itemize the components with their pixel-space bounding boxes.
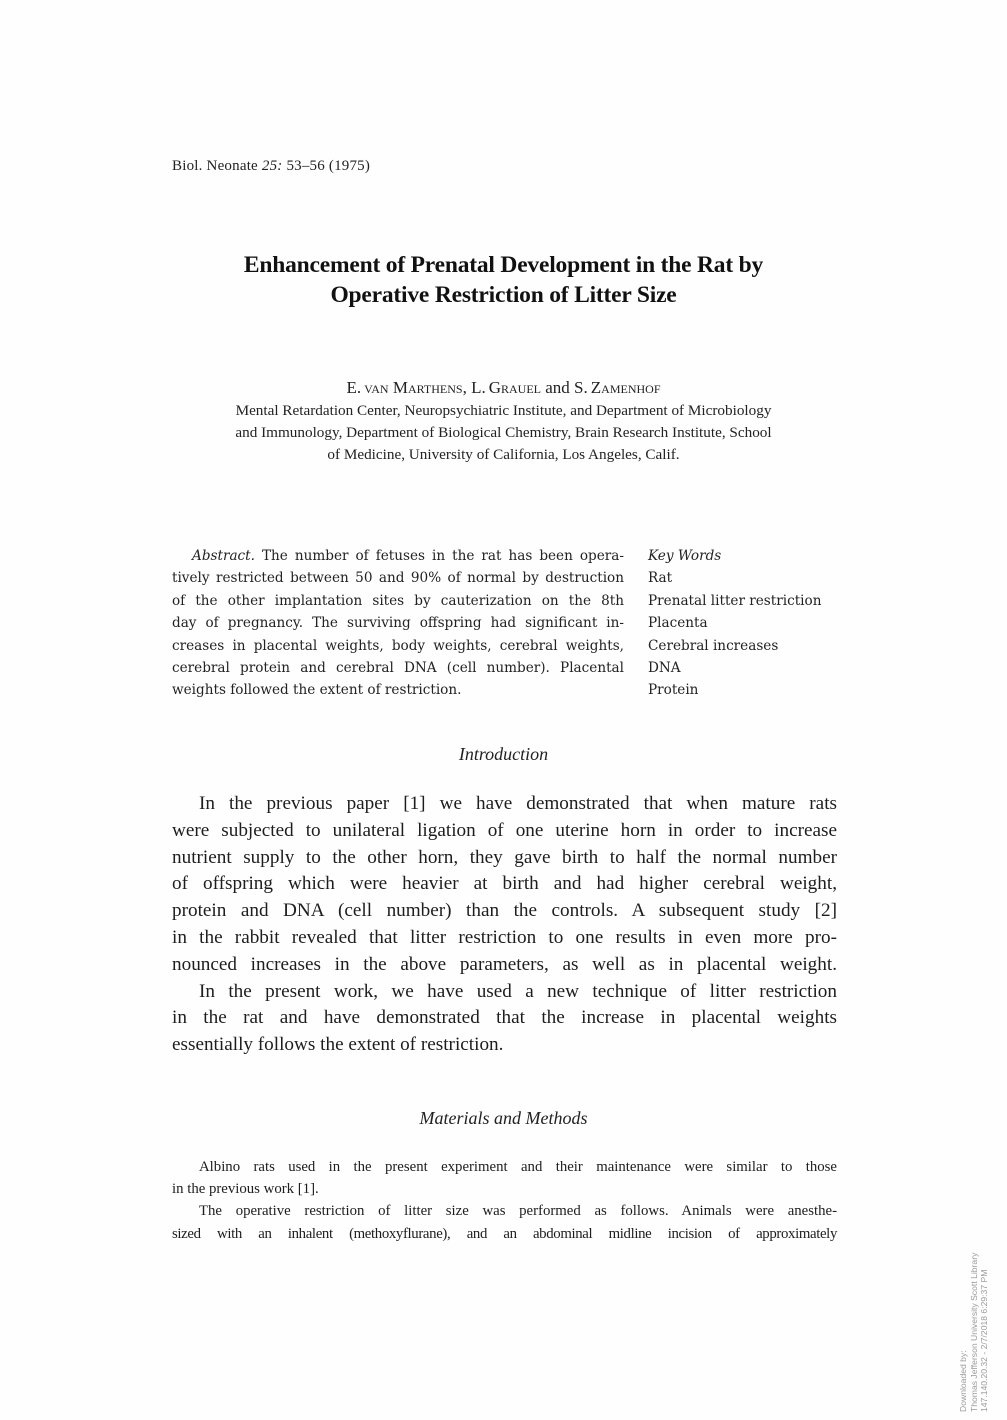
- author-3: [574, 378, 660, 397]
- methods-line: The operative restriction of litter size was performed as follows. Animals were anesthe-: [199, 1203, 837, 1220]
- keyword-item: Protein: [648, 682, 699, 699]
- affiliation-line: Mental Retardation Center, Neuropsychiatric Institute, and Department of Microbiology: [235, 402, 772, 419]
- author-1: [347, 378, 463, 397]
- author-separator: ,: [462, 378, 472, 397]
- keyword-item: Placenta: [648, 615, 708, 632]
- abstract-label: Abstract.: [192, 548, 255, 564]
- journal-volume: 25:: [261, 158, 283, 174]
- author-surname: van Marthens: [364, 378, 463, 397]
- author-surname: Zamenhof: [590, 378, 661, 397]
- abstract-line: [172, 545, 624, 567]
- abstract-text: The number of fetuses in the rat has been opera-: [254, 548, 624, 564]
- methods-line: Albino rats used in the present experiment and their maintenance were similar to those: [199, 1159, 837, 1175]
- title-line: Enhancement of Prenatal Development in the Rat by: [243, 252, 764, 278]
- intro-line: nutrient supply to the other horn, they gave birth to half the normal number: [172, 846, 837, 868]
- author-surname: Grauel: [488, 378, 541, 397]
- keyword-item: Cerebral increases: [648, 637, 779, 654]
- methods-line: in the previous work [1].: [172, 1181, 319, 1198]
- intro-line: were subjected to unilateral ligation of one uterine horn in order to increase: [172, 819, 837, 841]
- keywords-block: [648, 545, 848, 702]
- watermark-line: 147.140.20.32 - 2/7/2018 6:29:37 PM: [979, 1269, 989, 1412]
- journal-pages-year: 53–56 (1975): [286, 158, 371, 174]
- journal-name: Biol. Neonate: [172, 158, 258, 174]
- download-watermark: [958, 1253, 990, 1412]
- intro-line: essentially follows the extent of restriction.: [172, 1034, 504, 1056]
- introduction-body: [172, 791, 837, 1059]
- author-initial: L.: [471, 378, 486, 397]
- abstract-line: creases in placental weights, body weights, cerebral weights,: [172, 637, 624, 654]
- author-affiliation: [168, 400, 839, 466]
- watermark-line: Thomas Jefferson University Scott Library: [968, 1252, 979, 1412]
- methods-body: [172, 1156, 837, 1245]
- affiliation-line: of Medicine, University of California, Los Angeles, Calif.: [327, 446, 680, 463]
- keyword-item: Rat: [648, 570, 673, 587]
- intro-line: of offspring which were heavier at birth and had higher cerebral weight,: [172, 873, 837, 895]
- abstract-line: weights followed the extent of restriction.: [172, 682, 462, 699]
- methods-line: sized with an inhalent (methoxyflurane), and an abdominal midline incision of approximately: [172, 1225, 837, 1242]
- author-separator: and: [541, 378, 575, 397]
- paper-title: [150, 250, 857, 310]
- keyword-item: DNA: [648, 660, 681, 677]
- watermark-line: Downloaded by:: [958, 1350, 968, 1412]
- intro-line: protein and DNA (cell number) than the controls. A subsequent study [2]: [172, 900, 837, 922]
- methods-heading: Materials and Methods: [419, 1108, 588, 1128]
- author-initial: S.: [574, 378, 588, 397]
- abstract-line: cerebral protein and cerebral DNA (cell number). Placental: [172, 660, 624, 677]
- intro-line: In the present work, we have used a new technique of litter restriction: [199, 980, 837, 1002]
- keyword-item: Prenatal litter restriction: [648, 592, 822, 609]
- abstract-line: tively restricted between 50 and 90% of normal by destruction: [172, 570, 624, 587]
- author-initial: E.: [346, 378, 362, 397]
- intro-line: nounced increases in the above parameters, as well as in placental weight.: [172, 953, 837, 975]
- abstract-line: day of pregnancy. The surviving offspring had significant in-: [172, 615, 624, 632]
- abstract-line: of the other implantation sites by cauterization on the 8th: [172, 592, 624, 609]
- abstract-block: [172, 545, 624, 702]
- intro-line: in the rabbit revealed that litter restriction to one results in even more pro-: [172, 926, 837, 948]
- intro-line: In the previous paper [1] we have demonstrated that when mature rats: [199, 793, 837, 814]
- intro-line: in the rat and have demonstrated that the increase in placental weights: [172, 1007, 837, 1029]
- introduction-heading: Introduction: [458, 744, 549, 764]
- keywords-heading: Key Words: [648, 548, 722, 564]
- author-list: [150, 378, 857, 398]
- author-2: [471, 378, 541, 397]
- journal-citation: [172, 158, 370, 175]
- affiliation-line: and Immunology, Department of Biological Chemistry, Brain Research Institute, School: [235, 424, 772, 441]
- title-line: Operative Restriction of Litter Size: [330, 282, 677, 308]
